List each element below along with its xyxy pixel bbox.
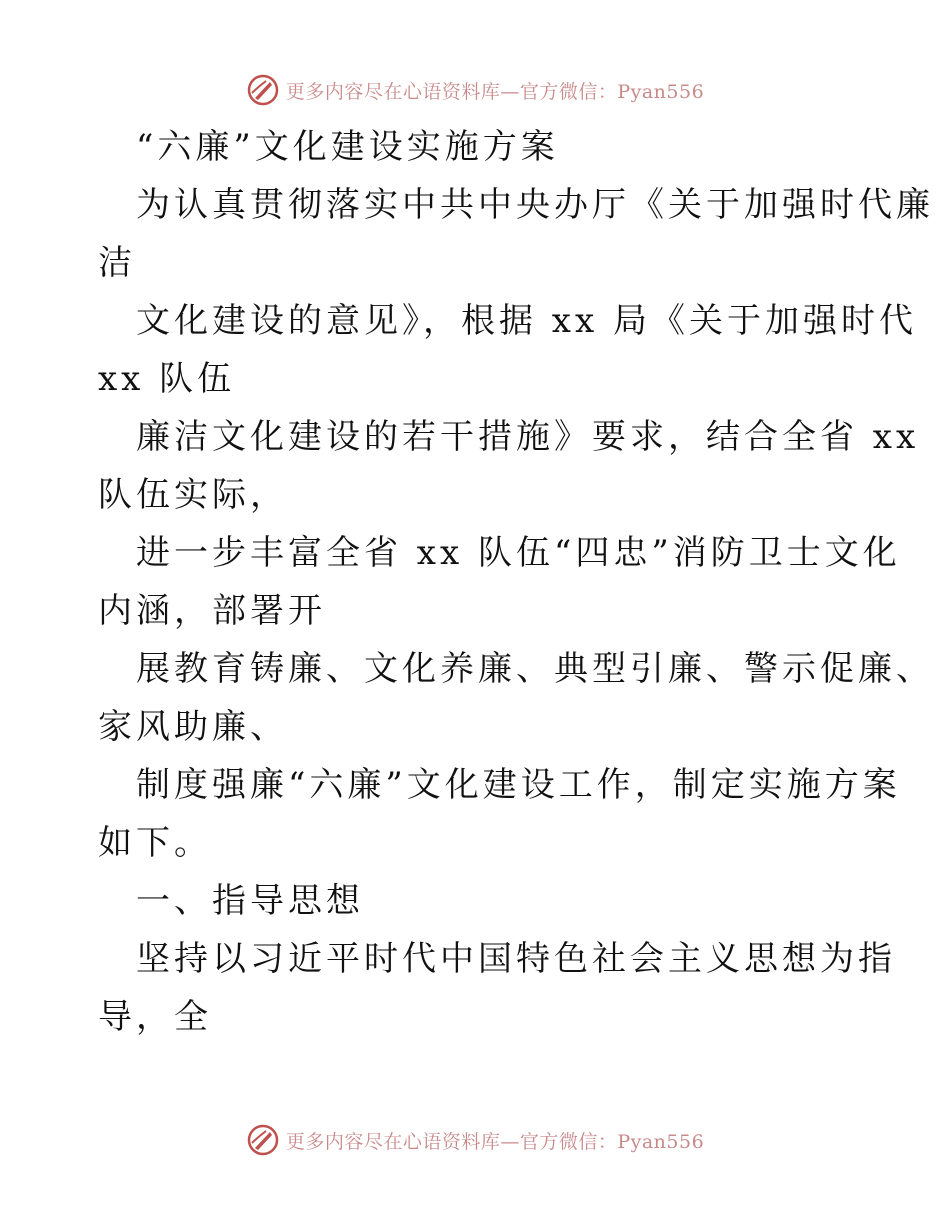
watermark-text: 更多内容尽在心语资料库—官方微信：Pyan556 [285, 80, 705, 103]
paragraph-line: 队伍实际， [98, 475, 288, 515]
paragraph-line: 为认真贯彻落实中共中央办厅《关于加强时代廉 [136, 185, 934, 225]
paragraph-line: 廉洁文化建设的若干措施》要求，结合全省 xx [136, 417, 920, 457]
paragraph-line: 如下。 [98, 823, 212, 863]
header-watermark [0, 70, 950, 110]
footer-watermark [0, 1120, 950, 1160]
quill-pen-logo-icon [246, 73, 280, 107]
document-title: “六廉”文化建设实施方案 [136, 127, 559, 167]
paragraph-line: 内涵，部署开 [98, 591, 326, 631]
paragraph-line: 家风助廉、 [98, 707, 288, 747]
document-body [98, 118, 934, 1046]
paragraph-line: 展教育铸廉、文化养廉、典型引廉、警示促廉、 [136, 649, 934, 689]
paragraph-line: xx 队伍 [98, 359, 236, 399]
paragraph-line: 进一步丰富全省 xx 队伍“四忠”消防卫士文化 [136, 533, 901, 573]
quill-pen-logo-icon [246, 1123, 280, 1157]
watermark-text: 更多内容尽在心语资料库—官方微信：Pyan556 [285, 1130, 705, 1153]
paragraph-line: 制度强廉“六廉”文化建设工作，制定实施方案 [136, 765, 901, 805]
section-heading: 一、指导思想 [136, 881, 364, 921]
paragraph-line: 坚持以习近平时代中国特色社会主义思想为指 [136, 939, 896, 979]
paragraph-line: 文化建设的意见》，根据 xx 局《关于加强时代 [136, 301, 917, 341]
paragraph-line: 洁 [98, 243, 136, 283]
paragraph-line: 导，全 [98, 997, 212, 1037]
